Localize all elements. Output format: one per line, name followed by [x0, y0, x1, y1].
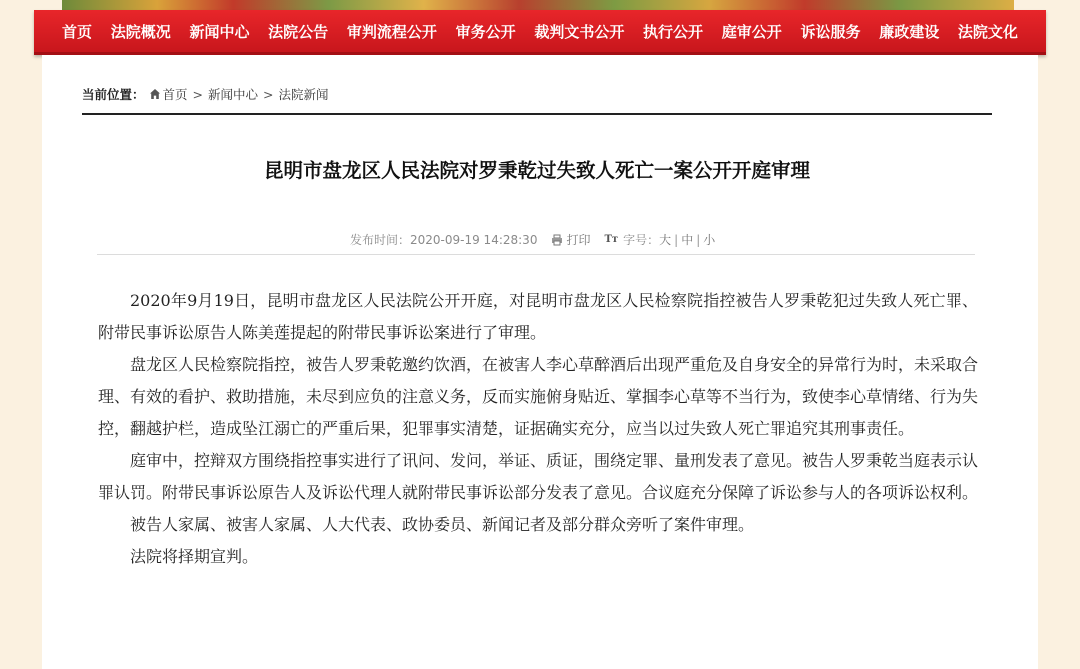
article-paragraph: 盘龙区人民检察院指控，被告人罗秉乾邀约饮酒，在被害人李心草醉酒后出现严重危及自身安全的异常行为时，未采取合理、有效的看护、救助措施，未尽到应负的注意义务，反而实施俯身贴近、掌掴李心草等不当行为，致使李心草情绪、行为失控，翻越护栏，造成坠江溺亡的严重后果，犯罪事实清楚，证据确实充分，应当以过失致人死亡罪追究其刑事责任。: [98, 355, 979, 438]
nav-item-integrity[interactable]: 廉政建设: [879, 22, 940, 41]
article-paragraph: 法院将择期宣判。: [130, 547, 259, 566]
nav-item-home[interactable]: 首页: [62, 22, 93, 41]
breadcrumb-item-court-news[interactable]: 法院新闻: [278, 87, 329, 102]
article-paragraph: 被告人家属、被害人家属、人大代表、政协委员、新闻记者及部分群众旁听了案件审理。: [130, 515, 755, 534]
breadcrumb-label: 当前位置：: [82, 87, 145, 102]
article-meta: [350, 231, 715, 248]
article-body: [98, 285, 978, 573]
main-nav: [34, 10, 1046, 55]
nav-item-enforcement[interactable]: 执行公开: [643, 22, 704, 41]
nav-item-news-center[interactable]: 新闻中心: [189, 22, 250, 41]
nav-item-trial-process[interactable]: 审判流程公开: [346, 22, 437, 41]
nav-item-litigation-services[interactable]: 诉讼服务: [800, 22, 861, 41]
nav-item-court-overview[interactable]: 法院概况: [110, 22, 171, 41]
article-paragraph: 2020年9月19日，昆明市盘龙区人民法院公开开庭，对昆明市盘龙区人民检察院指控被告人罗秉乾犯过失致人死亡罪、附带民事诉讼原告人陈美莲提起的附带民事诉讼案进行了审理。: [98, 291, 978, 342]
header-banner-image: [62, 0, 1014, 10]
nav-item-court-notices[interactable]: 法院公告: [268, 22, 329, 41]
chevron-right-icon: >: [192, 86, 204, 102]
nav-item-court-culture[interactable]: 法院文化: [957, 22, 1018, 41]
font-size-large[interactable]: 大: [659, 233, 672, 247]
article-container: [42, 55, 1038, 669]
meta-divider: [97, 254, 975, 255]
print-icon[interactable]: [551, 234, 563, 246]
home-icon: [149, 88, 161, 100]
article-title: 昆明市盘龙区人民法院对罗秉乾过失致人死亡一案公开开庭审理: [263, 159, 810, 182]
font-size-small[interactable]: 小: [703, 233, 716, 247]
breadcrumb-item-home[interactable]: 首页: [162, 87, 188, 102]
print-link[interactable]: 打印: [566, 233, 591, 247]
breadcrumb-item-news-center[interactable]: 新闻中心: [208, 87, 259, 102]
article-paragraph: 庭审中，控辩双方围绕指控事实进行了讯问、发问，举证、质证，围绕定罪、量刑发表了意见。被告人罗秉乾当庭表示认罪认罚。附带民事诉讼原告人及诉讼代理人就附带民事诉讼部分发表了意见。合议庭充分保障了诉讼参与人的各项诉讼权利。: [98, 451, 979, 502]
nav-item-hearings[interactable]: 庭审公开: [721, 22, 782, 41]
chevron-right-icon: >: [263, 86, 274, 102]
nav-item-judgments[interactable]: 裁判文书公开: [534, 22, 625, 41]
font-size-medium[interactable]: 中: [681, 233, 694, 247]
breadcrumb: [82, 85, 329, 103]
font-size-label: 字号：: [623, 233, 660, 247]
publish-time: 发布时间：2020-09-19 14:28:30: [350, 233, 538, 247]
nav-item-court-affairs[interactable]: 审务公开: [455, 22, 516, 41]
breadcrumb-divider: [82, 113, 992, 115]
font-size-separator: |: [674, 232, 679, 247]
font-size-separator: |: [696, 232, 701, 247]
font-size-icon: Tт: [604, 234, 619, 245]
